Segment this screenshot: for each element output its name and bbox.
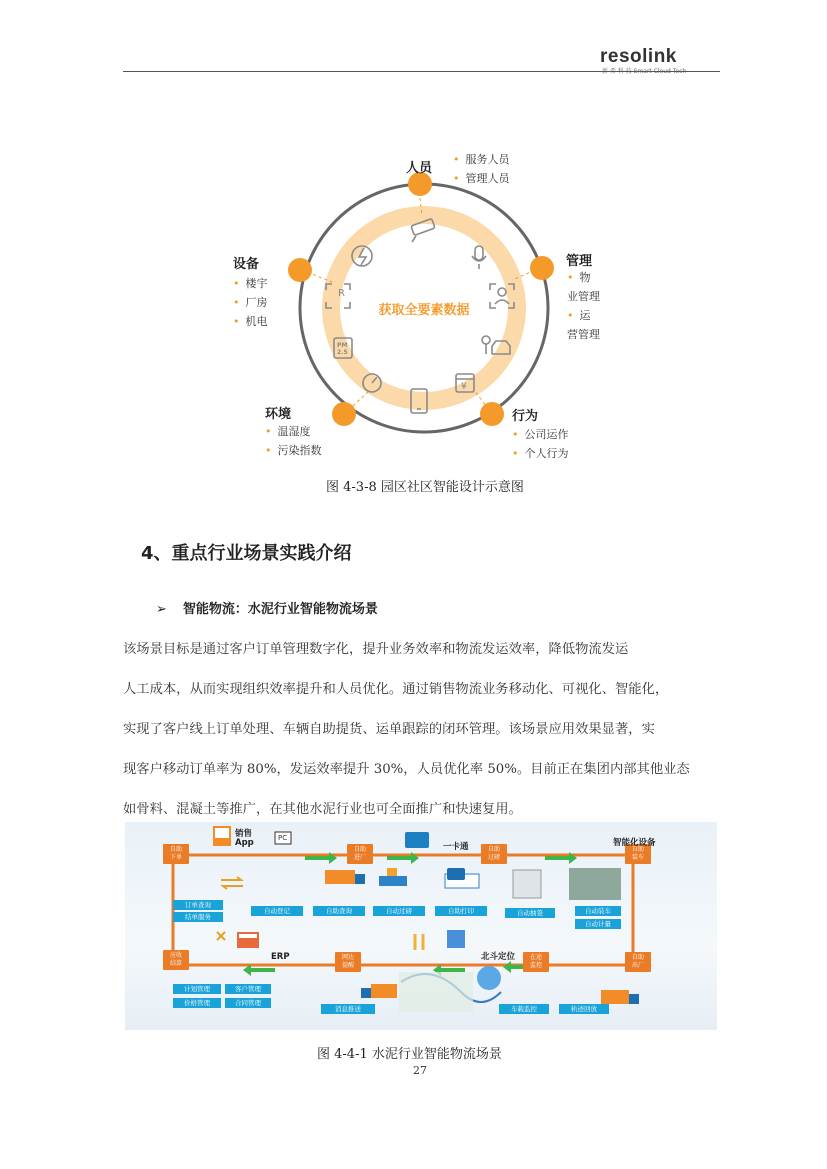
function-tag: 自动过磅 [373,906,425,916]
subheading [156,598,378,617]
erp-label: ERP [271,952,290,962]
yen-letter: ¥ [461,382,467,392]
step-box-text: 在途 监控 [529,954,542,969]
list-item: • 公司运作 [512,425,569,444]
pc-label: PC [278,834,288,842]
function-tag: 自动登记 [251,906,303,916]
list-item: • 物业管理 [567,268,600,306]
node-environment [332,402,356,426]
list-item: • 污染指数 [265,441,322,460]
function-tag: 合同管理 [225,998,271,1008]
header-rule [123,71,720,72]
function-tag: 订单查询 [173,900,223,910]
list-item: • 温湿度 [265,422,322,441]
function-tag: 自动抽签 [505,908,555,918]
paragraph-line: 如骨料、混凝土等推广，在其他水泥行业也可全面推广和快速复用。 [123,802,522,817]
equipment-list [233,274,268,331]
step-box [625,952,651,972]
step-box [347,844,373,864]
environment-list [265,422,322,460]
subheading-text: 智能物流：水泥行业智能物流场景 [182,602,378,617]
step-box-text: 自助 装车 [631,846,644,861]
list-item: • 运营管理 [567,306,600,344]
function-tag: 结单服务 [173,912,223,922]
body-paragraph [123,630,721,830]
logo-text: resolink [600,46,677,67]
paragraph-line: 实现了客户线上订单处理、车辆自助提货、运单跟踪的闭环管理。该场景应用效果显著，实 [123,722,655,737]
node-title-environment: 环境 [265,407,292,422]
management-list [567,268,600,344]
cement-logistics-diagram [125,822,717,1030]
node-behavior [480,402,504,426]
step-box [335,952,361,972]
company-logo [600,46,710,72]
paragraph-line: 现客户移动订单率为 80%，发运效率提升 30%，人员优化率 50%。目前正在集团内部其他业态 [123,762,690,777]
step-box [523,952,549,972]
beidou-label: 北斗定位 [481,952,516,962]
step-box-text: 自助 进厂 [353,846,366,861]
node-equipment [288,258,312,282]
section-heading: 4、重点行业场景实践介绍 [141,543,352,564]
step-box [163,844,189,864]
list-item: • 厂房 [233,293,268,312]
list-item: • 个人行为 [512,444,569,463]
paragraph-line: 人工成本，从而实现组织效率提升和人员优化。通过销售物流业务移动化、可视化、智能化， [123,682,669,697]
pm-number: 2.5 [337,349,348,356]
node-title-behavior: 行为 [512,409,539,424]
behavior-list [512,425,569,463]
yikatong-label: 一卡通 [443,842,469,852]
park-community-diagram [220,140,600,470]
function-tag: 自动计量 [575,919,621,929]
smart-device-label: 智能化设备 [613,838,656,848]
personnel-list [453,150,510,188]
list-item: • 服务人员 [453,150,510,169]
function-tag: 轨迹回放 [559,1004,609,1014]
function-tag: 价格管理 [173,998,221,1008]
function-tag: 自助打印 [435,906,487,916]
pm-text: PM [337,342,348,349]
node-title-management: 管理 [566,254,593,269]
function-tag: 消息推送 [321,1004,375,1014]
function-tag: 计划管理 [173,984,221,994]
step-box-text: 自助 出厂 [631,954,644,969]
figure2-caption: 图 4-4-1 水泥行业智能物流场景 [317,1047,502,1062]
step-box-text: 自助 过磅 [487,846,500,861]
function-tag: 自动装车 [575,906,621,916]
list-item: • 楼宇 [233,274,268,293]
node-management [530,256,554,280]
arrow-bullet-icon: ➢ [156,602,167,617]
page-number: 27 [413,1064,427,1077]
sales-app-label: 销售 App [235,829,254,848]
r-letter: R [338,288,345,299]
function-tag: 客户管理 [225,984,271,994]
microphone-icon [472,246,486,269]
function-tag: 自助查询 [313,906,365,916]
node-title-personnel: 人员 [406,161,433,176]
node-title-equipment: 设备 [233,257,260,272]
step-box [163,950,189,970]
list-item: • 管理人员 [453,169,510,188]
paragraph-line: 该场景目标是通过客户订单管理数字化，提升业务效率和物流发运效率，降低物流发运 [123,642,629,657]
step-box [481,844,507,864]
step-box-text: 网达 提醒 [341,954,354,969]
figure1-caption: 图 4-3-8 园区社区智能设计示意图 [326,480,524,495]
function-tag: 车载监控 [499,1004,549,1014]
list-item: • 机电 [233,312,268,331]
step-box-text: 自助 下单 [169,846,182,861]
step-box-text: 应收 结算 [169,952,182,967]
center-text: 获取全要素数据 [378,303,470,318]
